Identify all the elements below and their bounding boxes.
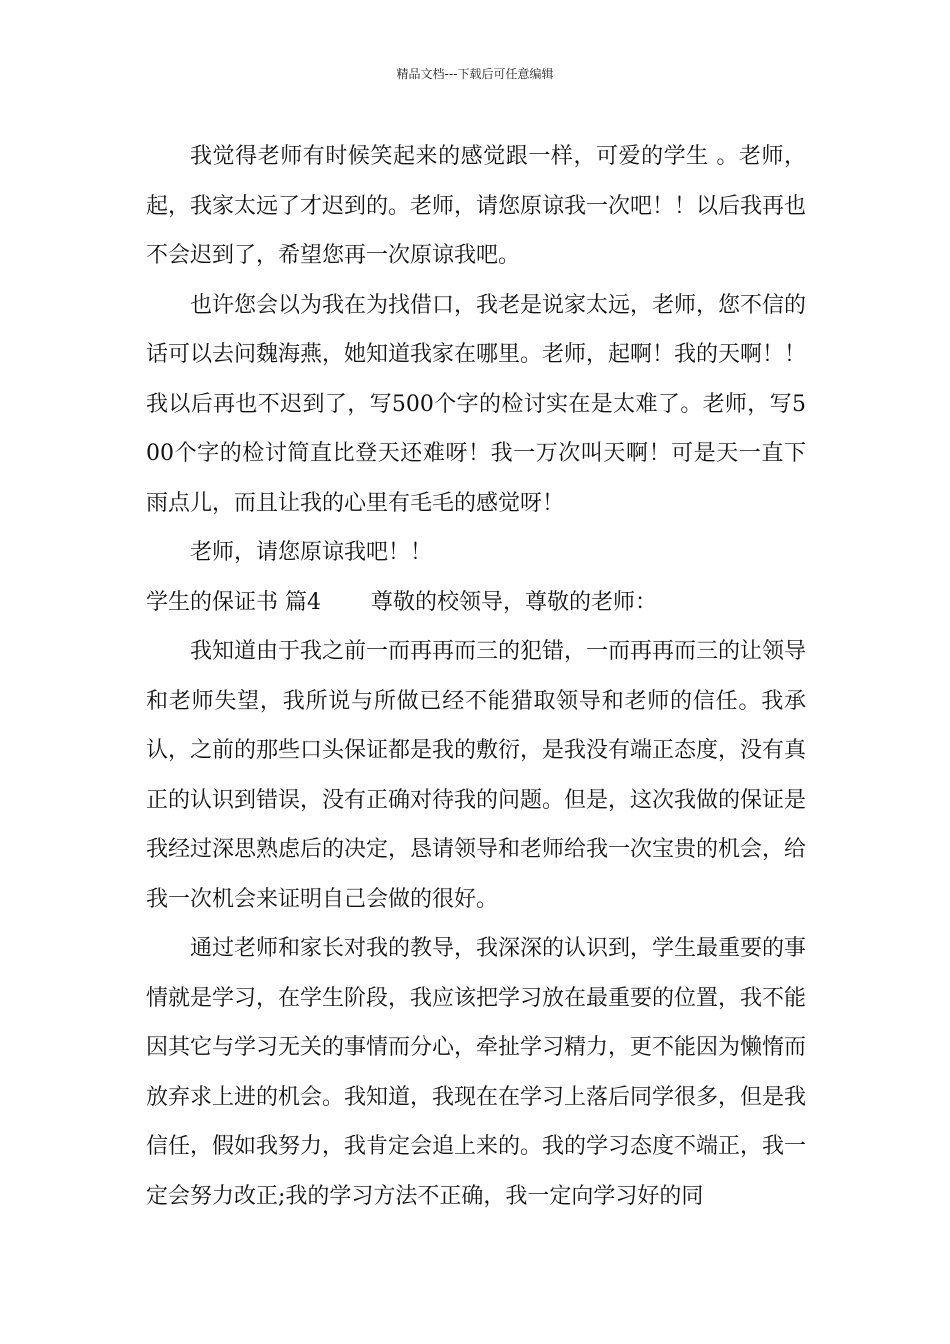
section-title: 学生的保证书 篇4 — [146, 589, 321, 615]
page-header: 精品文档---下载后可任意编辑 — [396, 67, 554, 81]
paragraph: 我觉得老师有时候笑起来的感觉跟一样，可爱的学生 。老师，起，我家太远了才迟到的。老师，请您原谅我一次吧！！以后我再也不会迟到了，希望您再一次原谅我吧。 — [146, 144, 807, 268]
section-heading-line — [146, 578, 806, 628]
paragraph: 我知道由于我之前一而再再而三的犯错，一而再再而三的让领导和老师失望，我所说与所做已经不能猎取领导和老师的信任。我承认，之前的那些口头保证都是我的敷衍，是我没有端正态度，没有真正的认识到错误，没有正确对待我的问题。但是，这次我做的保证是我经过深思熟虑后的决定，恳请领导和老师给我一次宝贵的机会，给我一次机会来证明自己会做的很好。 — [146, 639, 807, 912]
document-body — [146, 132, 806, 1221]
salutation: 尊敬的校领导，尊敬的老师： — [371, 589, 658, 615]
paragraph: 老师，请您原谅我吧！！ — [190, 540, 433, 565]
paragraph: 也许您会以为我在为找借口，我老是说家太远，老师，您不信的话可以去问魏海燕，她知道我家在哪里。老师，起啊！我的天啊！！我以后再也不迟到了，写500个字的检讨实在是太难了。老师，写500个字的检讨简直比登天还难呀！我一万次叫天啊！可是天一直下雨点儿，而且让我的心里有毛毛的感觉呀！ — [146, 292, 807, 516]
paragraph: 通过老师和家长对我的教导，我深深的认识到，学生最重要的事情就是学习，在学生阶段，我应该把学习放在最重要的位置，我不能因其它与学习无关的事情而分心，牵扯学习精力，更不能因为懒惰而放弃求上进的机会。我知道，我现在在学习上落后同学很多，但是我信任，假如我努力，我肯定会追上来的。我的学习态度不端正，我一定会努力改正;我的学习方法不正确，我一定向学习好的同 — [146, 936, 807, 1209]
